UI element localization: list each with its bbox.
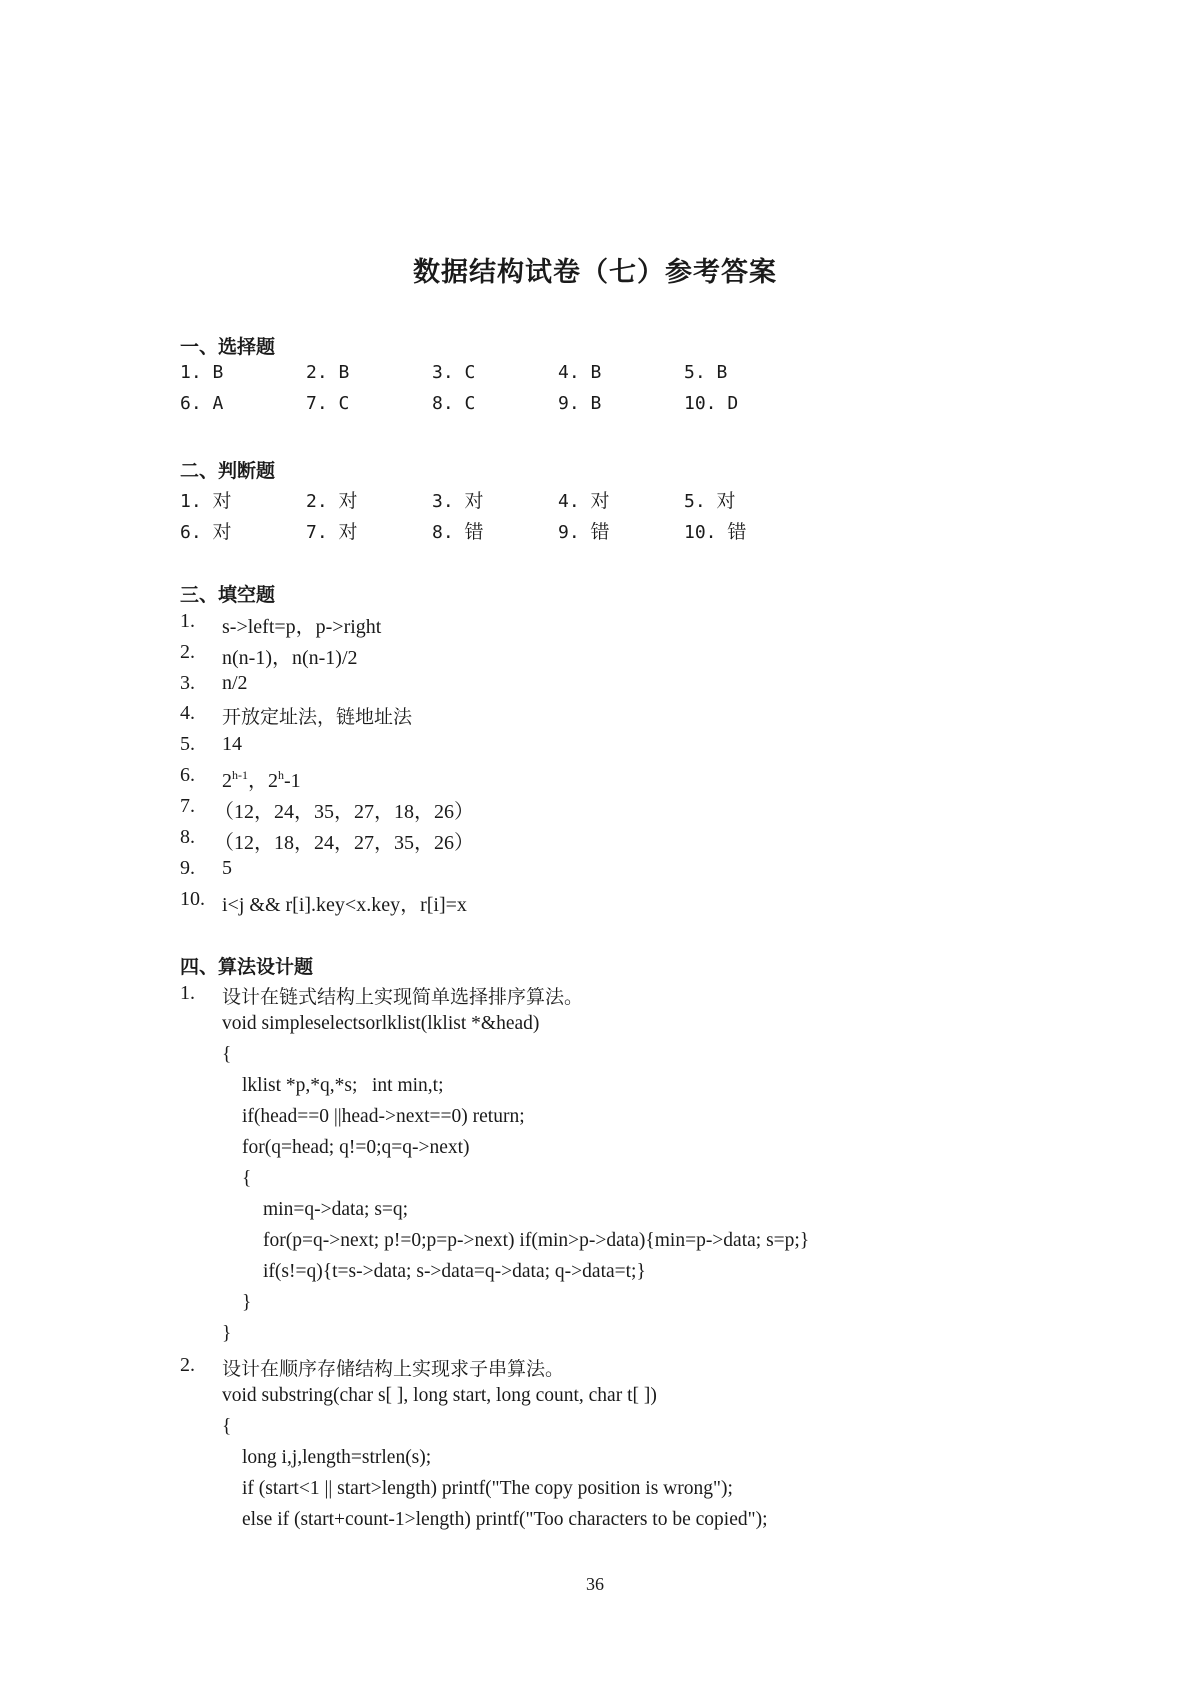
page-title: 数据结构试卷（七）参考答案: [413, 257, 777, 288]
choice-answer: 6. A: [180, 393, 224, 414]
choice-answer: 2. B: [306, 362, 350, 383]
judge-answer: 2. 对: [306, 490, 358, 512]
choice-answer: 9. B: [558, 393, 602, 414]
page-number: 36: [586, 1574, 604, 1594]
code-line: for(q=head; q!=0;q=q->next): [242, 1137, 470, 1158]
code-line: {: [242, 1168, 252, 1189]
judge-answer: 5. 对: [684, 490, 736, 512]
document-page: 数据结构试卷（七）参考答案 一、选择题 1. B 2. B 3. C 4. B 5. B 6. A 7. C 8. C 9. B 10. D 二、判断题 1. 对 2. 对 3. 对 4. 对 5. 对 6. 对 7. 对 8. 错 9. 错 10. 错 三、填空题 1. s->left=p，p->right 2. n(n-1)，n(n-1)/2 3. n/2 4. 开放定址法，链地址法 5. 14 6. 2$^{h-1}$，2$^h$-1 7. （12，24，35，27，18，26） 8. （12，18，24，27，35，26） 9. 5 10. i<j && r[i].key<x.key，r[i]=x 四、算法设计题 1. 设计在链式结构上实现简单选择排序算法。 void simpleselectsorlklist(lklist *&head) { lklist *p,*q,*s; int min,t; if(head==0 ||head->next==0) return; for(q=head; q!=0;q=q->next) { min=q->data; s=q; for(p=q->next; p!=0;p=p->next) if(min>p->data){min=p->data; s=p;} if(s!=q){t=s->data; s->data=q->data; q->data=t;} } } 2. 设计在顺序存储结构上实现求子串算法。 void substring(char s[ ], long start, long count, char t[ ]) { long i,j,length=strlen(s); if (start<1 || start>length) printf("The copy position is wrong"); else if (start+count-1>length) printf("Too characters to be copied"); 36: [0, 0, 1190, 1683]
code-line: if(s!=q){t=s->data; s->data=q->data; q->data=t;}: [263, 1261, 646, 1282]
code-line: if(head==0 ||head->next==0) return;: [242, 1106, 525, 1127]
code-line: {: [222, 1044, 232, 1065]
choice-answer: 7. C: [306, 393, 350, 414]
judge-answer: 9. 错: [558, 521, 610, 543]
choice-answer: 5. B: [684, 362, 728, 383]
judge-answer: 10. 错: [684, 521, 747, 543]
choice-row-1: [180, 362, 880, 392]
code-line: long i,j,length=strlen(s);: [242, 1447, 432, 1468]
code-line: for(p=q->next; p!=0;p=p->next) if(min>p->data){min=p->data; s=p;}: [263, 1230, 810, 1251]
code-line: else if (start+count-1>length) printf("Too characters to be copied");: [242, 1509, 768, 1530]
judge-answer: 6. 对: [180, 521, 232, 543]
choice-answer: 10. D: [684, 393, 739, 414]
code-line: }: [222, 1323, 232, 1344]
section-heading-algorithm: 四、算法设计题: [180, 956, 314, 978]
judge-row-1: [180, 486, 880, 516]
code-line: void simpleselectsorlklist(lklist *&head): [222, 1013, 540, 1034]
choice-answer: 3. C: [432, 362, 476, 383]
choice-answer: 1. B: [180, 362, 224, 383]
judge-answer: 4. 对: [558, 490, 610, 512]
section-heading-judge: 二、判断题: [180, 460, 276, 482]
code-line: lklist *p,*q,*s; int min,t;: [242, 1075, 444, 1096]
section-heading-fill: 三、填空题: [180, 584, 276, 606]
choice-answer: 4. B: [558, 362, 602, 383]
code-line: }: [242, 1292, 252, 1313]
choice-answer: 8. C: [432, 393, 476, 414]
judge-answer: 8. 错: [432, 521, 484, 543]
judge-answer: 3. 对: [432, 490, 484, 512]
code-line: min=q->data; s=q;: [263, 1199, 409, 1220]
judge-answer: 7. 对: [306, 521, 358, 543]
judge-row-2: [180, 517, 880, 547]
code-line: {: [222, 1416, 232, 1437]
code-line: if (start<1 || start>length) printf("The copy position is wrong");: [242, 1478, 733, 1499]
choice-row-2: [180, 393, 880, 423]
code-line: void substring(char s[ ], long start, long count, char t[ ]): [222, 1385, 657, 1406]
judge-answer: 1. 对: [180, 490, 232, 512]
section-heading-choice: 一、选择题: [180, 336, 276, 358]
